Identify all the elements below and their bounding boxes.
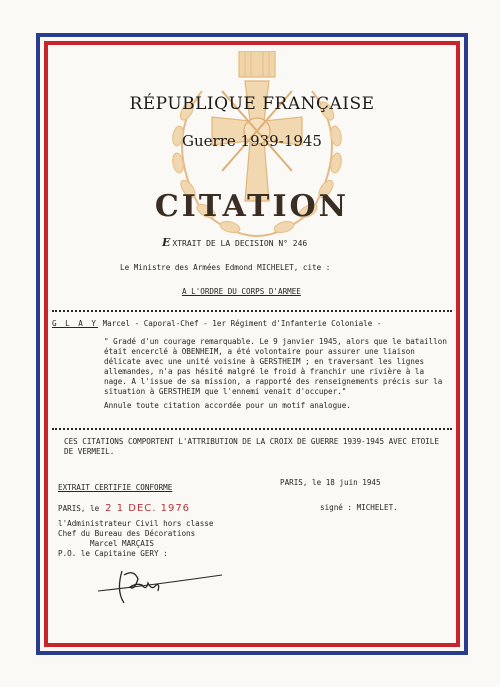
- soldier-line: [52, 319, 381, 329]
- po-capitaine-line: P.O. le Capitaine GERY :: [58, 549, 168, 558]
- croix-de-guerre-note: CES CITATIONS COMPORTENT L'ATTRIBUTION DE LA CROIX DE GUERRE 1939-1945 AVEC ETOILE DE VERMEIL.: [64, 437, 439, 457]
- citation-title: CITATION: [154, 189, 350, 224]
- signe-line: signé : MICHELET.: [320, 503, 398, 512]
- document-content: [52, 49, 452, 639]
- guerre-heading: Guerre 1939-1945: [182, 132, 322, 150]
- ministre-line: Le Ministre des Armées Edmond MICHELET, cite :: [120, 263, 331, 272]
- paris-le-line: [58, 502, 190, 515]
- handwritten-signature-icon: [94, 561, 244, 611]
- admin-line: l'Administrateur Civil hors classe: [58, 519, 214, 528]
- marcais-line: Marcel MARÇAIS: [90, 539, 155, 548]
- ordre-heading: A L'ORDRE DU CORPS D'ARMEE: [182, 287, 301, 296]
- dotted-divider: [52, 428, 452, 430]
- stamp-date: 2 1 DEC. 1976: [105, 503, 191, 514]
- chef-bureau-line: Chef du Bureau des Décorations: [58, 529, 196, 538]
- citation-quote: " Gradé d'un courage remarquable. Le 9 janvier 1945, alors que le bataillon était encerclé à OBENHEIM, a été volontaire pour assurer une liaison délicate avec une unité voisine à GERSTHEIM ; en traversant les lignes allemandes, n'a pas hésité malgré le froid à franchir une rivière à la nage. A l'issue de sa mission, a rapporté des renseignements précis sur la situation à GERSTHEIM que l'ennemi venait d'occuper.": [104, 337, 447, 397]
- extrait-text: XTRAIT DE LA DECISION N° 246: [172, 239, 308, 248]
- extrait-initial: E: [162, 236, 171, 249]
- dotted-divider: [52, 310, 452, 312]
- paris-le-label: PARIS, le: [58, 504, 100, 513]
- extrait-decision-line: [162, 236, 307, 251]
- extrait-certifie-label: EXTRAIT CERTIFIE CONFORME: [58, 483, 173, 492]
- soldier-details: Marcel - Caporal-Chef - 1er Régiment d'Infanterie Coloniale -: [98, 319, 382, 328]
- annule-line: Annule toute citation accordée pour un motif analogue.: [104, 401, 351, 410]
- soldier-surname: G L A Y: [52, 319, 99, 328]
- republique-heading: RÉPUBLIQUE FRANÇAISE: [129, 94, 375, 114]
- paris-date-line: PARIS, le 18 juin 1945: [280, 478, 381, 487]
